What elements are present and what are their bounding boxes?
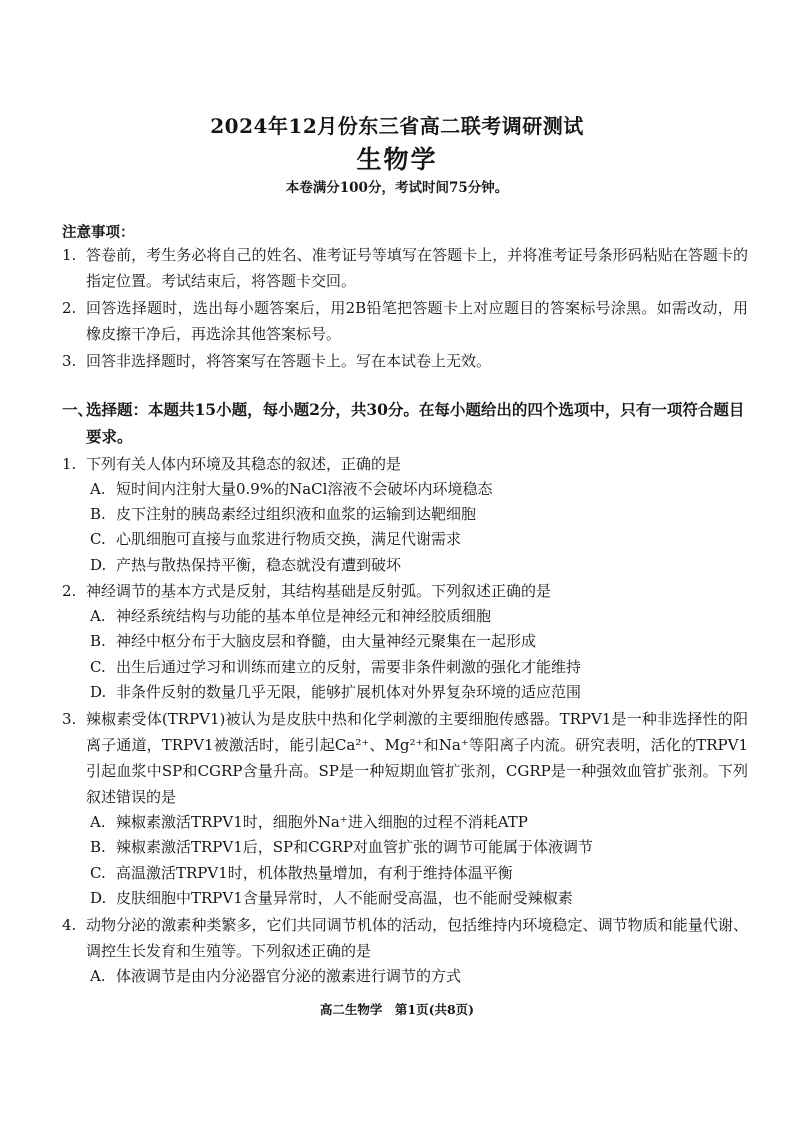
exam-note: 本卷满分100分，考试时间75分钟。 — [285, 180, 509, 196]
notice-item — [62, 295, 748, 347]
option-letter: D. — [90, 889, 107, 907]
option — [90, 655, 740, 679]
question-num: 1. — [62, 455, 77, 473]
question-stem: 下列有关人体内环境及其稳态的叙述，正确的是 — [86, 455, 402, 473]
notice-item-num: 2. — [62, 299, 77, 317]
option — [90, 835, 740, 859]
option-letter: D. — [90, 556, 107, 574]
option-text: 高温激活TRPV1时，机体散热量增加，有利于维持体温平衡 — [116, 864, 513, 882]
option-text: 非条件反射的数量几乎无限，能够扩展机体对外界复杂环境的适应范围 — [116, 683, 582, 701]
option-letter: D. — [90, 683, 107, 701]
section-num: 一、 — [62, 400, 94, 419]
option-letter: C. — [90, 658, 106, 676]
option-letter: A. — [90, 607, 106, 625]
page-footer: 高二生物学 第1页(共8页) — [319, 1002, 475, 1017]
option-letter: B. — [90, 838, 106, 856]
option — [90, 680, 740, 704]
notice-item-text: 答卷前，考生务必将自己的姓名、准考证号等填写在答题卡上，并将准考证号条形码粘贴在答题卡的指定位置。考试结束后，将答题卡交回。 — [86, 246, 748, 290]
option-text: 神经系统结构与功能的基本单位是神经元和神经胶质细胞 — [116, 607, 492, 625]
option — [90, 810, 740, 834]
option-text: 出生后通过学习和训练而建立的反射，需要非条件刺激的强化才能维持 — [116, 658, 582, 676]
section-text: 选择题：本题共15小题，每小题2分，共30分。在每小题给出的四个选项中，只有一项符合题目要求。 — [86, 400, 745, 446]
option — [90, 629, 740, 653]
notice-item-num: 1. — [62, 246, 77, 264]
exam-title: 2024年12月份东三省高二联考调研测试 — [210, 114, 584, 138]
option-letter: B. — [90, 632, 106, 650]
option-text: 体液调节是由内分泌器官分泌的激素进行调节的方式 — [116, 967, 462, 985]
option-text: 辣椒素激活TRPV1时，细胞外Na⁺进入细胞的过程不消耗ATP — [116, 813, 528, 831]
option — [90, 477, 740, 501]
question-4 — [62, 912, 748, 964]
option-letter: A. — [90, 480, 106, 498]
notice-item-num: 3. — [62, 352, 77, 370]
section-heading — [62, 396, 748, 450]
question-stem: 神经调节的基本方式是反射，其结构基础是反射弧。下列叙述正确的是 — [86, 582, 552, 600]
option — [90, 553, 740, 577]
option-text: 皮下注射的胰岛素经过组织液和血浆的运输到达靶细胞 — [116, 505, 477, 523]
option — [90, 604, 740, 628]
option-letter: C. — [90, 530, 106, 548]
option — [90, 861, 740, 885]
option-letter: A. — [90, 967, 106, 985]
notice-item-text: 回答选择题时，选出每小题答案后，用2B铅笔把答题卡上对应题目的答案标号涂黑。如需改动，用橡皮擦干净后，再选涂其他答案标号。 — [86, 299, 748, 343]
option-letter: B. — [90, 505, 106, 523]
question-num: 3. — [62, 710, 77, 728]
question-2 — [62, 578, 748, 604]
option — [90, 886, 740, 910]
option-letter: A. — [90, 813, 106, 831]
option-text: 产热与散热保持平衡，稳态就没有遭到破坏 — [116, 556, 402, 574]
notice-item — [62, 348, 748, 374]
question-num: 2. — [62, 582, 77, 600]
question-1 — [62, 451, 748, 477]
option-letter: C. — [90, 864, 106, 882]
subject-title: 生物学 — [356, 145, 438, 174]
option-text: 神经中枢分布于大脑皮层和脊髓，由大量神经元聚集在一起形成 — [116, 632, 537, 650]
option — [90, 502, 740, 526]
notice-item-text: 回答非选择题时，将答案写在答题卡上。写在本试卷上无效。 — [86, 352, 492, 370]
option — [90, 527, 740, 551]
option — [90, 964, 740, 988]
option-text: 皮肤细胞中TRPV1含量异常时，人不能耐受高温，也不能耐受辣椒素 — [116, 889, 573, 907]
question-num: 4. — [62, 916, 77, 934]
question-stem: 动物分泌的激素种类繁多，它们共同调节机体的活动，包括维持内环境稳定、调节物质和能量代谢、调控生长发育和生殖等。下列叙述正确的是 — [86, 916, 748, 960]
option-text: 心肌细胞可直接与血浆进行物质交换，满足代谢需求 — [116, 530, 462, 548]
option-text: 短时间内注射大量0.9%的NaCl溶液不会破坏内环境稳态 — [116, 480, 493, 498]
question-3 — [62, 706, 748, 810]
question-stem: 辣椒素受体(TRPV1)被认为是皮肤中热和化学刺激的主要细胞传感器。TRPV1是一种非选择性的阳离子通道，TRPV1被激活时，能引起Ca²⁺、Mg²⁺和Na⁺等阳离子内流。研究表明，活化的TRPV1引起血浆中SP和CGRP含量升高。SP是一种短期血管扩张剂，CGRP是一种强效血管扩张剂。下列叙述错误的是 — [86, 710, 748, 806]
option-text: 辣椒素激活TRPV1后，SP和CGRP对血管扩张的调节可能属于体液调节 — [116, 838, 593, 856]
notice-item — [62, 242, 748, 294]
notice-heading: 注意事项： — [62, 224, 135, 241]
